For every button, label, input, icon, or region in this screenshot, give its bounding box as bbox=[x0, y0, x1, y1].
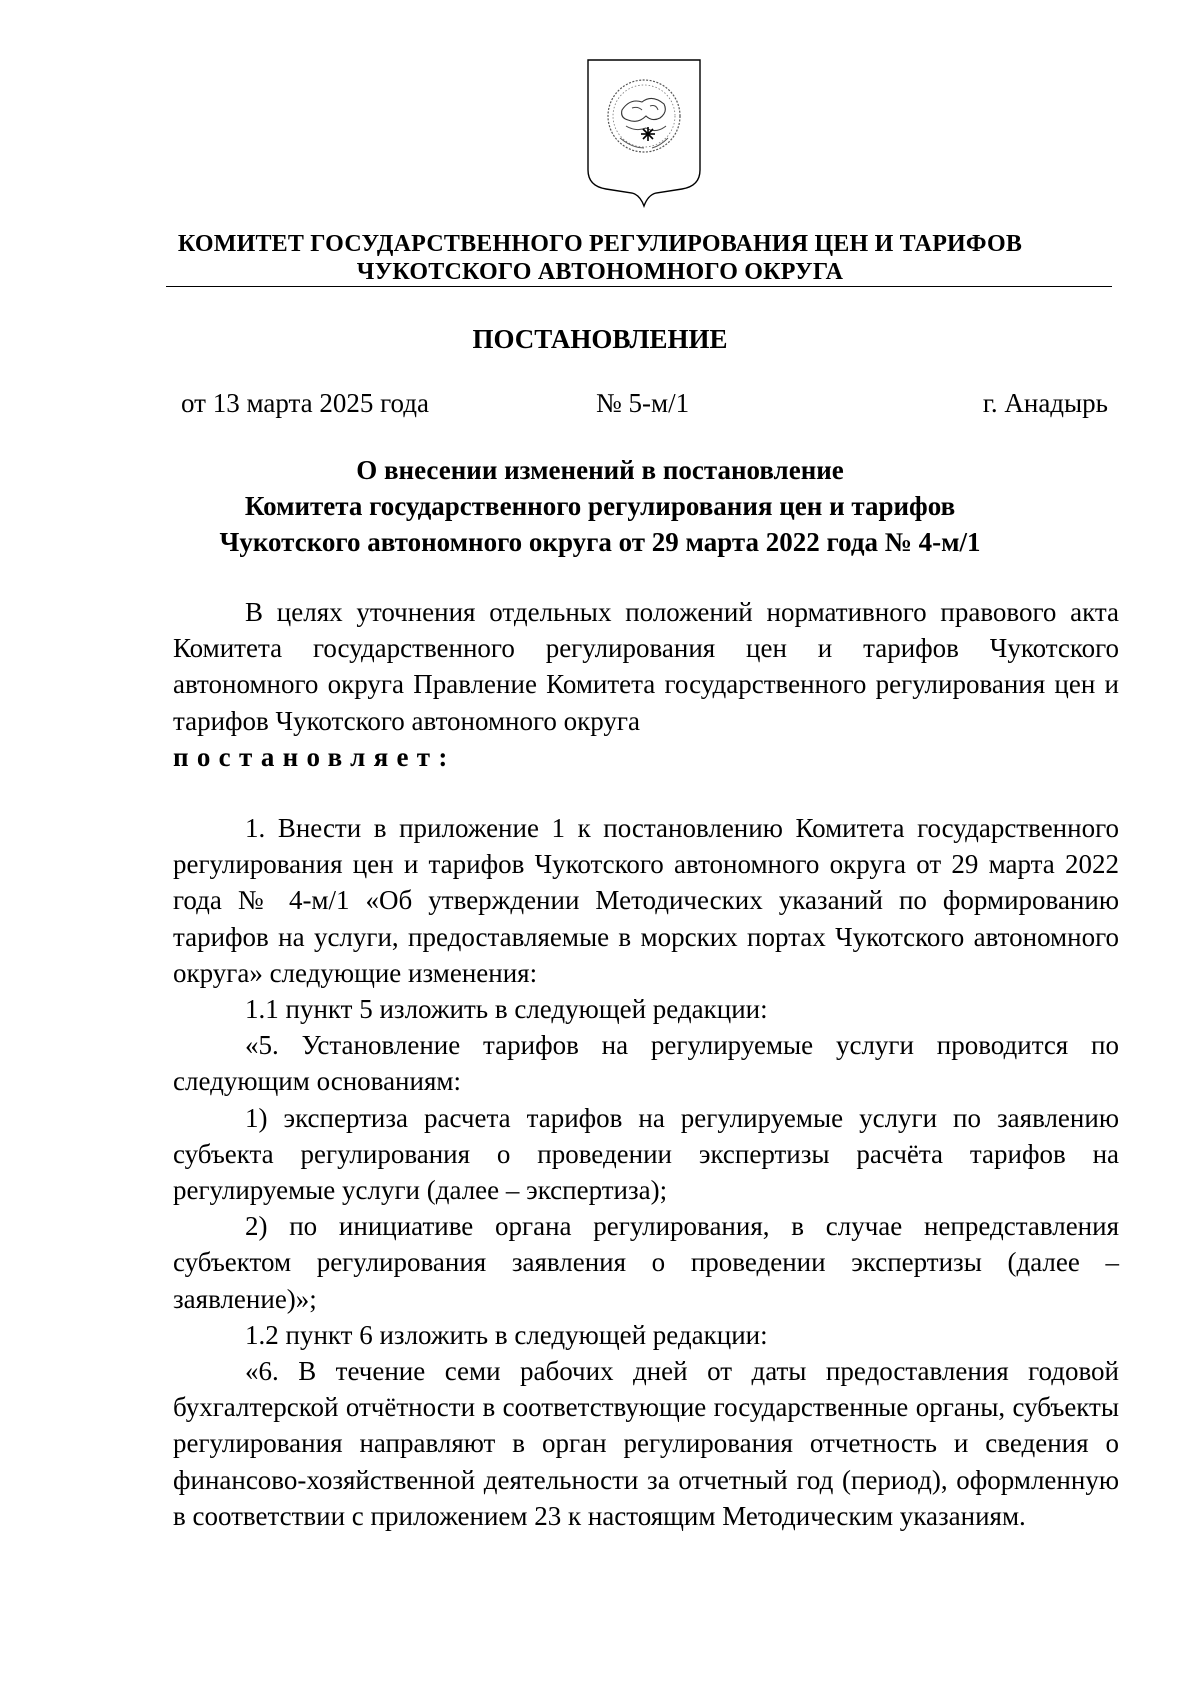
document-number: № 5-м/1 bbox=[596, 388, 690, 418]
body-paragraph: 1) экспертиза расчета тарифов на регулируемые услуги по заявлению субъекта регулирования о проведении экспертизы расчёта тарифов на регулируемые услуги (далее – экспертиза); bbox=[173, 1102, 1119, 1206]
resolution-body bbox=[173, 810, 1119, 1534]
body-paragraph: 1.2 пункт 6 изложить в следующей редакции: bbox=[245, 1319, 768, 1350]
document-type: ПОСТАНОВЛЕНИЕ bbox=[472, 324, 728, 354]
document-city: г. Анадырь bbox=[982, 388, 1108, 418]
document-title bbox=[0, 452, 1200, 560]
document-date: от 13 марта 2025 года bbox=[181, 388, 429, 418]
title-line: Чукотского автономного округа от 29 марта 2022 года № 4-м/1 bbox=[219, 527, 981, 557]
title-line: Комитета государственного регулирования цен и тарифов bbox=[244, 491, 956, 521]
preamble-block bbox=[173, 594, 1119, 775]
body-paragraph: «5. Установление тарифов на регулируемые услуги проводится по следующим основаниям: bbox=[173, 1030, 1119, 1097]
header-divider bbox=[166, 286, 1112, 287]
coat-of-arms-icon bbox=[586, 58, 702, 208]
title-line: О внесении изменений в постановление bbox=[356, 455, 844, 485]
body-paragraph: 2) по инициативе органа регулирования, в случае непредставления субъектом регулирования заявления о проведении экспертизы (далее – заявление)»; bbox=[173, 1211, 1119, 1314]
org-name-line-2: ЧУКОТСКОГО АВТОНОМНОГО ОКРУГА bbox=[356, 259, 844, 285]
org-name-line-1: КОМИТЕТ ГОСУДАРСТВЕННОГО РЕГУЛИРОВАНИЯ ЦЕН И ТАРИФОВ bbox=[177, 231, 1023, 257]
body-paragraph: «6. В течение семи рабочих дней от даты предоставления годовой бухгалтерской отчётности в соответствующие государственные органы, субъекты регулирования направляют в орган регулирования отчетность и сведения о финансово-хозяйственной деятельности за отчетный год (период), оформленную в соответствии с приложением 23 к настоящим Методическим указаниям. bbox=[173, 1356, 1119, 1531]
preamble-paragraph: В целях уточнения отдельных положений нормативного правового акта Комитета государственного регулирования цен и тарифов Чукотского автономного округа Правление Комитета государственного регулирования цен и тарифов Чукотского автономного округа bbox=[173, 597, 1119, 736]
resolves-keyword: постановляет: bbox=[173, 741, 456, 772]
body-paragraph: 1. Внести в приложение 1 к постановлению Комитета государственного регулирования цен и тарифов Чукотского автономного округа от 29 марта 2022 года № 4-м/1 «Об утверждении Методических указаний по формированию тарифов на услуги, предоставляемые в морских портах Чукотского автономного округа» следующие изменения: bbox=[173, 813, 1119, 988]
body-paragraph: 1.1 пункт 5 изложить в следующей редакции: bbox=[245, 994, 768, 1025]
